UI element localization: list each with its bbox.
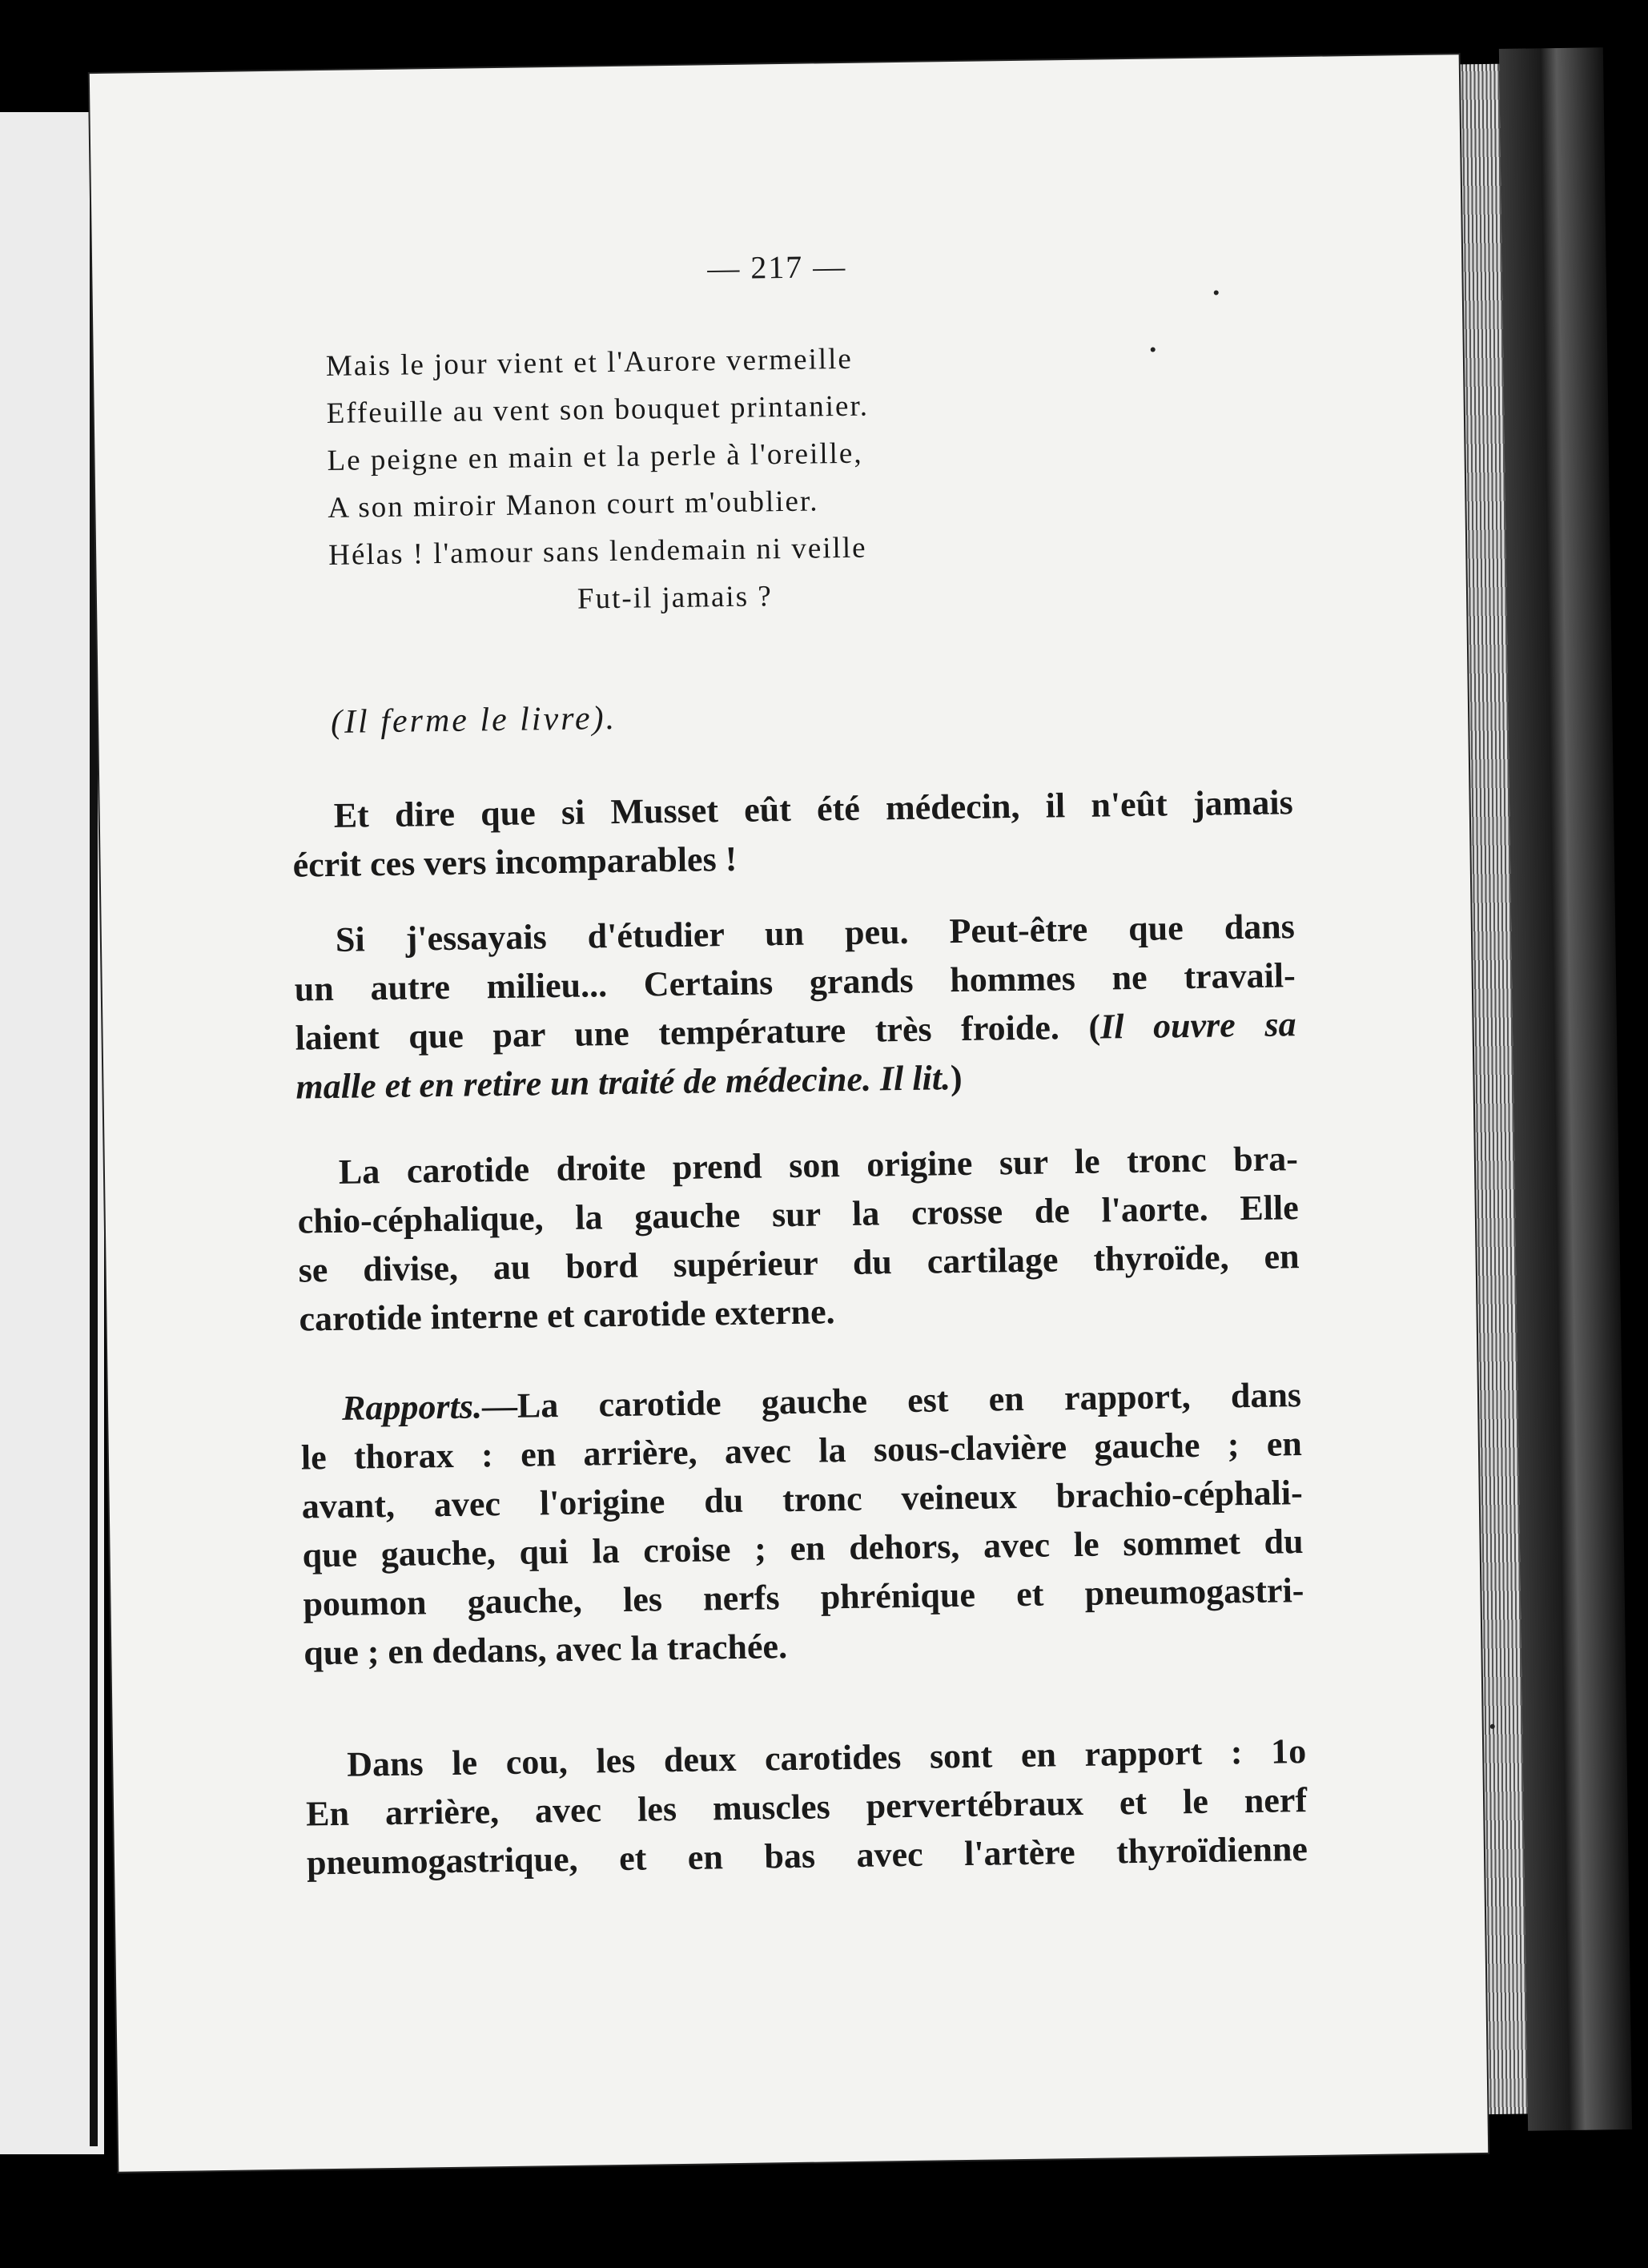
page-content (90, 54, 1488, 2172)
stage-direction-inline: malle et en retire un traité de médecine. Il lit. (295, 1058, 951, 1107)
paper-speck (1490, 1724, 1495, 1729)
page-number: — 217 — (706, 247, 847, 287)
text-line: poumon gauche, les nerfs phrénique et pneumogastri- (303, 1570, 1304, 1624)
stage-direction-inline: Il ouvre sa (1099, 1004, 1296, 1047)
text-line: avant, avec l'origine du tronc veineux brachio-céphali- (301, 1473, 1304, 1526)
text-line: que gauche, qui la croise ; en dehors, avec le sommet du (302, 1522, 1304, 1575)
text-line: chio-céphalique, la gauche sur la crosse de l'aorte. Elle (297, 1188, 1300, 1241)
facing-page-edge (0, 112, 104, 2154)
paper-speck (1214, 290, 1219, 295)
text-line: pneumogastrique, et en bas avec l'artère thyroïdienne (306, 1829, 1308, 1883)
poem-line: Le peigne en main et la perle à l'oreille, (327, 436, 863, 477)
stage-direction: (Il ferme le livre). (330, 699, 617, 741)
text-run: ) (950, 1057, 963, 1098)
paragraph (297, 1134, 1300, 1343)
poem-line: Mais le jour vient et l'Aurore vermeille (325, 342, 854, 383)
text-line: En arrière, avec les muscles pervertébraux et le nerf (305, 1780, 1308, 1834)
paragraph (300, 1370, 1305, 1677)
section-label: Rapports. (341, 1386, 483, 1428)
text-line: que ; en dedans, avec la trachée. (303, 1627, 788, 1673)
text-line: Et dire que si Musset eût été médecin, il n'eût jamais (333, 782, 1293, 835)
paper-speck (1151, 348, 1156, 352)
text-line: La carotide droite prend son origine sur le tronc bra- (338, 1139, 1299, 1192)
book-page (90, 54, 1488, 2172)
text-line: un autre milieu... Certains grands hommes ne travail- (294, 955, 1296, 1009)
poem-line: Effeuille au vent son bouquet printanier. (326, 389, 870, 430)
text-run: —La carotide gauche est en rapport, dans (481, 1375, 1302, 1426)
poem-line: Fut-il jamais ? (577, 580, 774, 616)
paragraph (291, 778, 1294, 889)
text-line: se divise, au bord supérieur du cartilage thyroïde, en (298, 1237, 1300, 1290)
text-run: laient que par une température très froide. ( (295, 1007, 1101, 1058)
text-line: Si j'essayais d'étudier un peu. Peut-être que dans (335, 907, 1296, 959)
poem-stanza (326, 336, 872, 626)
paragraph (293, 902, 1296, 1111)
poem-line: Hélas ! l'amour sans lendemain ni veille (328, 531, 867, 572)
text-line: carotide interne et carotide externe. (299, 1292, 835, 1339)
paragraph (305, 1727, 1308, 1887)
text-line: Dans le cou, les deux carotides sont en rapport : 1o (346, 1731, 1307, 1784)
text-line: écrit ces vers incomparables ! (292, 838, 738, 885)
text-line: le thorax : en arrière, avec la sous-clavière gauche ; en (300, 1424, 1303, 1478)
poem-line: A son miroir Manon court m'oublier. (328, 485, 819, 525)
